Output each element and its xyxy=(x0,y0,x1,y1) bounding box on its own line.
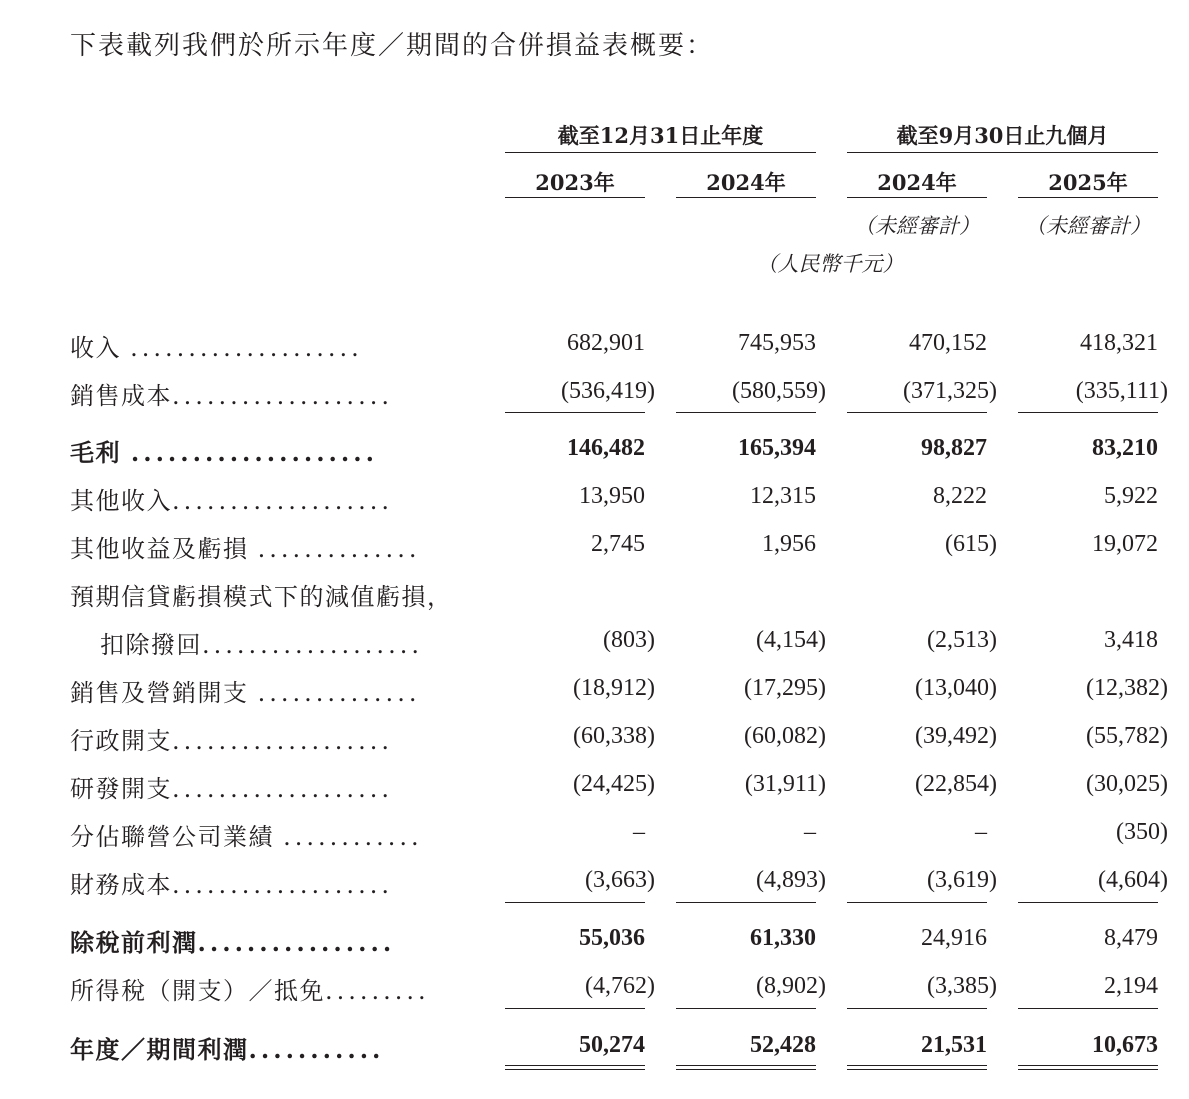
row-selling-expenses xyxy=(0,673,1189,717)
subtotal-rule-col1 xyxy=(505,412,645,413)
row-label: 分佔聯營公司業績 ............ xyxy=(70,823,423,851)
pretax-rule-col3 xyxy=(847,902,987,903)
row-value-col4: 3,418 xyxy=(1104,627,1158,653)
row-value-col4: (55,782) xyxy=(1086,723,1168,749)
total-rule-col4 xyxy=(1018,1008,1158,1009)
row-label: 銷售成本................... xyxy=(70,382,393,410)
row-label: 年度／期間利潤........... xyxy=(70,1035,385,1064)
row-value-col1: (4,762) xyxy=(585,973,655,999)
row-share-of-associates xyxy=(0,817,1189,861)
group-rule-1 xyxy=(505,152,816,153)
row-value-col3: – xyxy=(975,819,987,845)
row-gross-profit xyxy=(0,433,1189,477)
subtotal-rule-col4 xyxy=(1018,412,1158,413)
row-value-col2: (31,911) xyxy=(744,771,826,797)
row-value-col3: (39,492) xyxy=(915,723,997,749)
row-value-col2: (4,893) xyxy=(756,867,826,893)
row-value-col3: 8,222 xyxy=(933,483,987,509)
row-value-col4: (350) xyxy=(1116,819,1168,845)
row-profit-for-period xyxy=(0,1030,1189,1074)
row-value-col1: 2,745 xyxy=(591,531,645,557)
row-cost-of-sales xyxy=(0,376,1189,420)
row-revenue xyxy=(0,328,1189,372)
row-label: 行政開支................... xyxy=(70,727,393,755)
unaudited-note-col4: （未經審計） xyxy=(1025,214,1151,238)
row-value-col4: 418,321 xyxy=(1080,330,1158,356)
row-value-col2: 61,330 xyxy=(750,925,816,951)
pretax-rule-col1 xyxy=(505,902,645,903)
row-label: 其他收益及虧損 .............. xyxy=(70,535,421,563)
row-value-col1: (803) xyxy=(603,627,655,653)
year-rule-col4 xyxy=(1018,197,1158,198)
row-value-col1: 55,036 xyxy=(579,925,645,951)
group-rule-2 xyxy=(847,152,1158,153)
row-value-col1: 13,950 xyxy=(579,483,645,509)
row-value-col2: 52,428 xyxy=(750,1032,816,1058)
row-label: 收入 .................... xyxy=(70,334,363,362)
double-rule-col1-a xyxy=(505,1065,645,1066)
row-admin-expenses xyxy=(0,721,1189,765)
double-rule-col2-b xyxy=(676,1069,816,1070)
row-other-income xyxy=(0,481,1189,525)
total-rule-col1 xyxy=(505,1008,645,1009)
row-label: 扣除撥回................... xyxy=(100,631,423,659)
row-value-col2: (580,559) xyxy=(732,378,826,404)
row-value-col1: 146,482 xyxy=(567,435,645,461)
row-value-col2: – xyxy=(804,819,816,845)
row-value-col1: (60,338) xyxy=(573,723,655,749)
row-value-col2: (4,154) xyxy=(756,627,826,653)
pretax-rule-col2 xyxy=(676,902,816,903)
row-label: 除稅前利潤................ xyxy=(70,928,396,957)
row-value-col3: (371,325) xyxy=(903,378,997,404)
row-value-col4: (12,382) xyxy=(1086,675,1168,701)
total-rule-col2 xyxy=(676,1008,816,1009)
row-value-col3: (13,040) xyxy=(915,675,997,701)
row-value-col3: 24,916 xyxy=(921,925,987,951)
row-value-col4: 8,479 xyxy=(1104,925,1158,951)
row-label: 預期信貸虧損模式下的減值虧損， xyxy=(70,583,453,611)
row-value-col1: 682,901 xyxy=(567,330,645,356)
row-value-col3: (22,854) xyxy=(915,771,997,797)
double-rule-col4-a xyxy=(1018,1065,1158,1066)
year-rule-col3 xyxy=(847,197,987,198)
double-rule-col1-b xyxy=(505,1069,645,1070)
row-profit-before-tax xyxy=(0,923,1189,967)
year-rule-col1 xyxy=(505,197,645,198)
row-value-col1: (24,425) xyxy=(573,771,655,797)
row-impairment-heading xyxy=(0,577,1189,621)
row-value-col3: (615) xyxy=(945,531,997,557)
year-header-col3: 2024年 xyxy=(877,170,957,195)
row-value-col2: 1,956 xyxy=(762,531,816,557)
total-rule-col3 xyxy=(847,1008,987,1009)
row-value-col4: 5,922 xyxy=(1104,483,1158,509)
row-value-col4: 19,072 xyxy=(1092,531,1158,557)
year-rule-col2 xyxy=(676,197,816,198)
year-header-col1: 2023年 xyxy=(535,170,615,195)
row-value-col1: (3,663) xyxy=(585,867,655,893)
row-value-col3: 98,827 xyxy=(921,435,987,461)
row-value-col2: 745,953 xyxy=(738,330,816,356)
row-label: 銷售及營銷開支 .............. xyxy=(70,679,421,707)
row-value-col4: (30,025) xyxy=(1086,771,1168,797)
row-value-col1: (18,912) xyxy=(573,675,655,701)
row-value-col2: (8,902) xyxy=(756,973,826,999)
row-value-col2: 165,394 xyxy=(738,435,816,461)
row-rd-expenses xyxy=(0,769,1189,813)
row-value-col4: 2,194 xyxy=(1104,973,1158,999)
row-value-col3: (3,385) xyxy=(927,973,997,999)
row-value-col2: (17,295) xyxy=(744,675,826,701)
year-header-col2: 2024年 xyxy=(706,170,786,195)
row-label: 所得稅（開支）／抵免......... xyxy=(70,977,430,1005)
row-value-col4: 10,673 xyxy=(1092,1032,1158,1058)
row-value-col4: 83,210 xyxy=(1092,435,1158,461)
unaudited-note-col3: （未經審計） xyxy=(854,214,980,238)
currency-note: （人民幣千元） xyxy=(756,252,904,276)
row-value-col1: – xyxy=(633,819,645,845)
row-value-col2: (60,082) xyxy=(744,723,826,749)
row-label: 毛利 .................... xyxy=(70,438,378,467)
group-header-nine-months: 截至9月30日止九個月 xyxy=(896,123,1109,148)
row-value-col3: (2,513) xyxy=(927,627,997,653)
intro-text: 下表載列我們於所示年度／期間的合併損益表概要： xyxy=(70,31,715,61)
year-header-col4: 2025年 xyxy=(1048,170,1128,195)
row-impairment-net xyxy=(0,625,1189,669)
group-header-year-ended: 截至12月31日止年度 xyxy=(557,123,764,148)
row-value-col4: (335,111) xyxy=(1075,378,1168,404)
row-label: 研發開支................... xyxy=(70,775,393,803)
double-rule-col3-b xyxy=(847,1069,987,1070)
row-label: 財務成本................... xyxy=(70,871,393,899)
double-rule-col4-b xyxy=(1018,1069,1158,1070)
row-value-col3: 21,531 xyxy=(921,1032,987,1058)
row-value-col1: (536,419) xyxy=(561,378,655,404)
double-rule-col2-a xyxy=(676,1065,816,1066)
row-value-col3: 470,152 xyxy=(909,330,987,356)
row-value-col3: (3,619) xyxy=(927,867,997,893)
row-value-col1: 50,274 xyxy=(579,1032,645,1058)
pretax-rule-col4 xyxy=(1018,902,1158,903)
row-other-gains-losses xyxy=(0,529,1189,573)
row-value-col2: 12,315 xyxy=(750,483,816,509)
row-label: 其他收入................... xyxy=(70,487,393,515)
subtotal-rule-col2 xyxy=(676,412,816,413)
subtotal-rule-col3 xyxy=(847,412,987,413)
row-value-col4: (4,604) xyxy=(1098,867,1168,893)
double-rule-col3-a xyxy=(847,1065,987,1066)
